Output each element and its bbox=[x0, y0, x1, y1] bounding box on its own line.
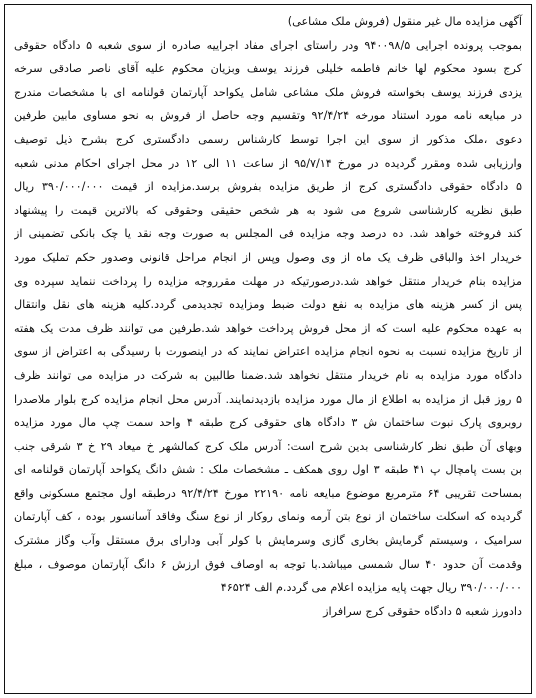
notice-line: مزایده بنام خریدار منتقل خواهد شد.درصورتیکه در مهلت مقرروجه مزایده را پرداخت ننماید سپرده وی bbox=[14, 274, 522, 288]
notice-line: بمساحت تقریبی ۶۴ مترمربع موضوع مبایعه نامه ۲۲۱۹۰ مورخ ۹۲/۴/۲۴ درطبقه اول مجتمع مسکونی واقع bbox=[14, 486, 522, 500]
notice-title: آگهی مزایده مال غیر منقول (فروش ملک مشاعی) bbox=[287, 15, 522, 28]
notice-line: بن بست پامچال پ ۴۱ طبقه ۳ اول روی همکف ـ مشخصات ملک : شش دانگ یکواحد آپارتمان قولنامه ای bbox=[14, 463, 522, 477]
notice-line: بموجب پرونده اجرایی ۹۴۰۰۹۸/۵ ودر راستای اجرای مفاد اجراییه صادره از سوی شعبه ۵ دادگاه حقوقی bbox=[14, 38, 522, 52]
notice-line: پس از کسر هزینه های مزایده به نفع دولت ضبط ومزایده تجدیدمی گردد.کلیه هزینه های نقل وانتقال bbox=[14, 298, 522, 312]
auction-notice bbox=[14, 10, 522, 623]
notice-line: سرامیک ، وسیستم گرمایش بخاری گازی وسرمایش با کولر آبی ودارای برق مستقل وآب وگاز مشترک bbox=[14, 534, 522, 548]
notice-line: به عهده محکوم علیه است که از محل فروش پرداخت خواهد شد.طرفین می توانند ظرف مدت یک هفته bbox=[14, 321, 522, 335]
notice-line: روبروی پارک نبوت ساختمان ش ۳ دادگاه های حقوقی کرج طبقه ۴ واحد سمت چپ مال مورد مزایده bbox=[14, 416, 522, 430]
notice-line: طبق نظریه کارشناسی شروع می شود به هر شخص حقیقی وحقوقی که بالاترین قیمت را پیشنهاد bbox=[14, 203, 522, 217]
notice-line: وقدمت آن حدود ۴۰ سال شمسی میباشد.با توجه به اوصاف فوق ارزش ۶ دانگ آپارتمان موصوف ، مبلغ bbox=[14, 557, 522, 571]
notice-line: ۳۹۰/۰۰۰/۰۰۰ ریال جهت پایه مزایده اعلام می گردد.م الف ۴۶۵۲۴ bbox=[220, 581, 522, 595]
notice-line: وارزیابی شده ومقرر گردیده در مورخ ۹۵/۷/۱۴ از ساعت ۱۱ الی ۱۲ در محل اجرای احکام مدنی شعبه bbox=[14, 156, 522, 170]
notice-line: وبهای آن طبق نظر کارشناسی بدین شرح است: آدرس ملک کرج کمالشهر خ میعاد ۲۹ خ ۳ شرقی جنب bbox=[14, 439, 522, 453]
notice-signature: دادورز شعبه ۵ دادگاه حقوقی کرج سرافراز bbox=[323, 604, 522, 618]
notice-line: گردیده که اسکلت ساختمان از نوع بتن آرمه ونمای روکار از نوع سنگ وفاقد آسانسور بوده ، کف آپارتمان bbox=[14, 510, 522, 524]
notice-line: دعوی ،ملک مذکور از سوی این اجرا توسط کارشناس رسمی دادگستری کرج بشرح ذیل توصیف bbox=[14, 132, 522, 146]
notice-line: یزدی فرزند یوسف بخواسته فروش ملک مشاعی شامل یکواحد آپارتمان قولنامه ای با مشخصات مندرج bbox=[14, 85, 522, 99]
notice-line: کرج بسود محکوم لها خانم فاطمه خلیلی فرزند یوسف وبزیان محکوم علیه آقای ناصر صادقی سرخه bbox=[14, 62, 522, 76]
notice-line: ۵ دادگاه حقوقی دادگستری کرج از طریق مزایده بفروش برسد.مزایده از قیمت ۳۹۰/۰۰۰/۰۰۰ ریال bbox=[14, 180, 522, 194]
notice-line: کند فروخته خواهد شد. ده درصد وجه مزایده فی المجلس به صورت وجه نقد یا چک بانکی تضمینی از bbox=[14, 227, 522, 241]
notice-line: از تاریخ مزایده نسبت به نحوه انجام مزایده اعتراض نمایند که در اینصورت با رسیدگی به اعتراض از سوی bbox=[14, 345, 522, 359]
notice-line: ۵ روز قبل از مزایده به اطلاع از مال مورد مزایده بازدیدنمایند. آدرس محل انجام مزایده کرج بلوار ملاصدرا bbox=[14, 392, 522, 406]
notice-line: دادگاه مورد مزایده به نام خریدار منتقل نخواهد شد.ضمنا طالبین به شرکت در مزایده می توانند ظرف bbox=[14, 368, 522, 382]
notice-line: در مبایعه نامه مورد استناد مورخه ۹۲/۴/۲۴ وتقسیم وجه حاصل از فروش به نحو مساوی مابین طرفین bbox=[14, 109, 522, 123]
notice-line: خریدار اخذ والباقی ظرف یک ماه از وی وصول وپس از انجام مراحل قانونی وصدور حکم تملیک مورد bbox=[14, 250, 522, 264]
